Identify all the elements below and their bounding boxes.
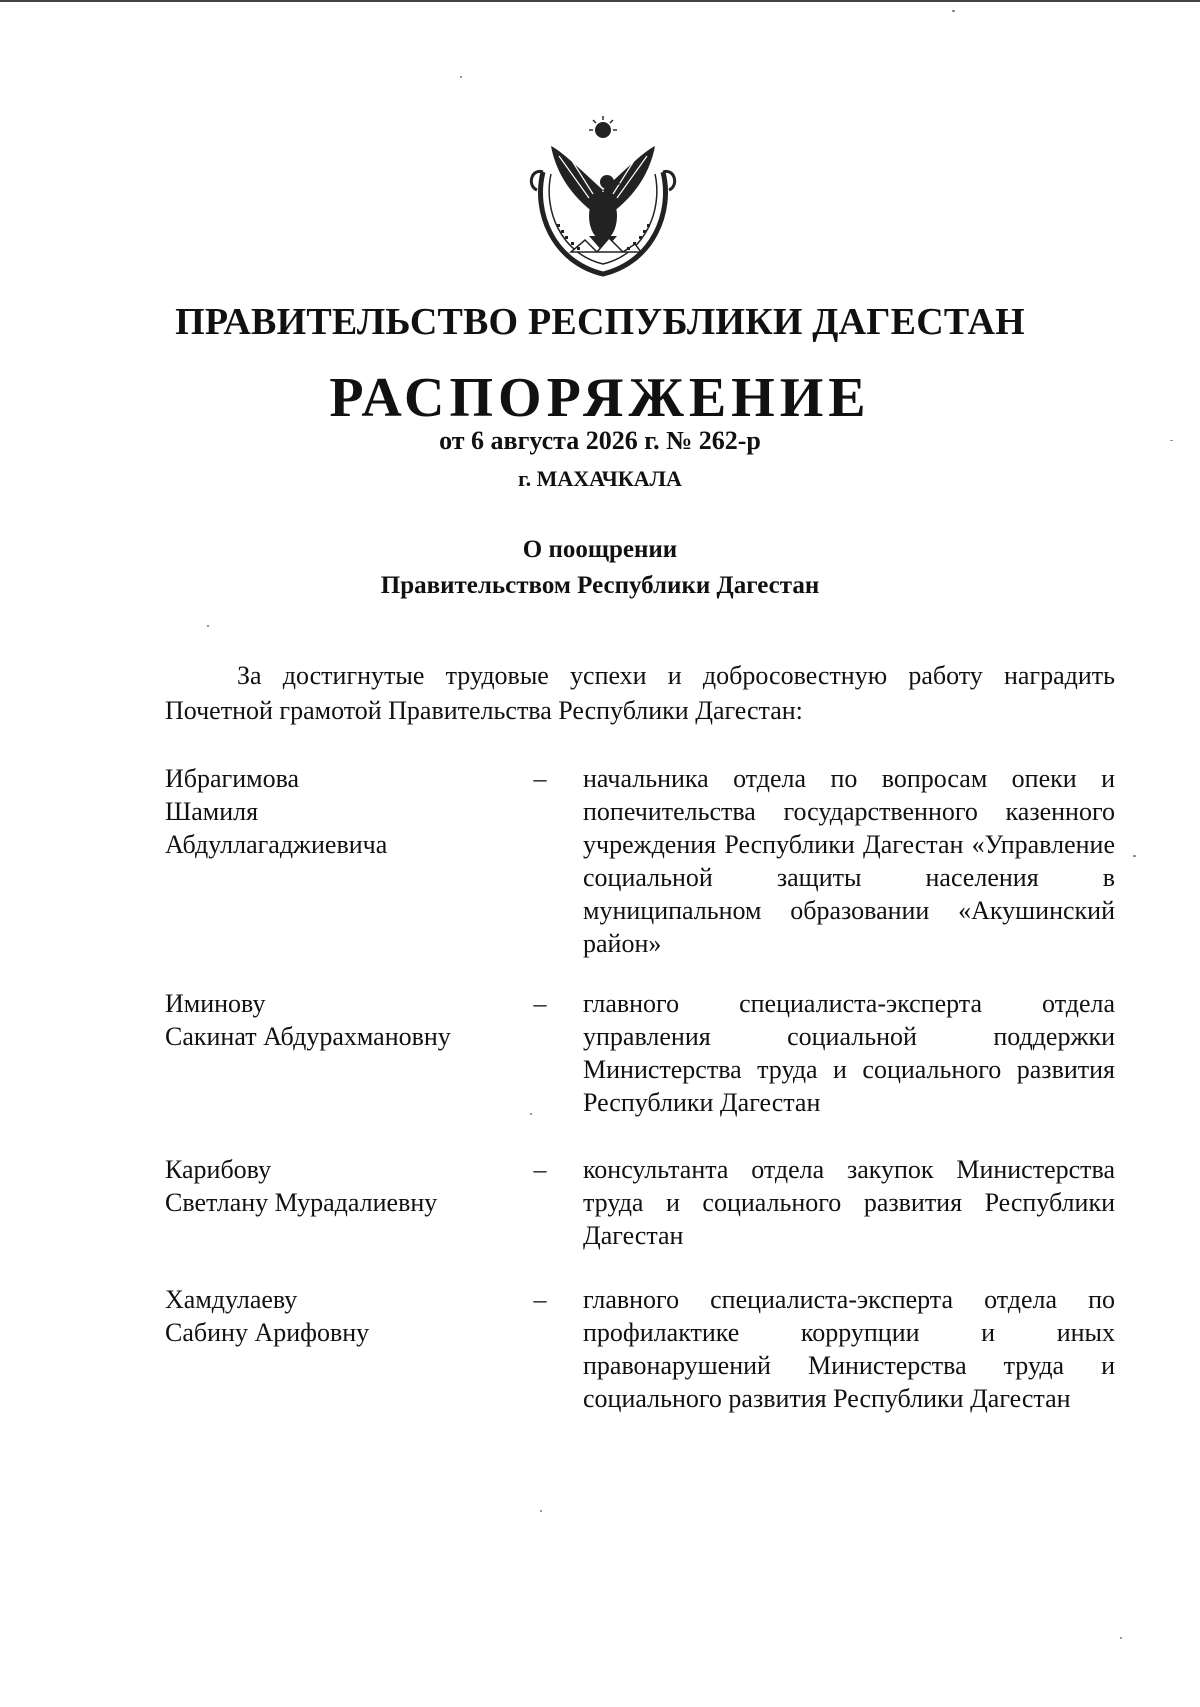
- award-recipient-position: консультанта отдела закупок Министерства труда и социального развития Республики Дагестан: [583, 1155, 1115, 1250]
- award-recipient-name: [165, 987, 525, 1053]
- scan-speck: [207, 625, 209, 627]
- dagestan-coat-of-arms-emblem: [523, 112, 683, 286]
- award-recipient-position: главного специалиста-эксперта отдела по профилактике коррупции и иных правонарушений Министерства труда и социального развития Республики Дагестан: [583, 1285, 1115, 1413]
- name-line: Сабину Арифовну: [165, 1318, 370, 1347]
- award-dash: –: [533, 989, 547, 1018]
- document-date-number: от 6 августа 2026 г. № 262-р: [439, 426, 761, 455]
- name-line: Абдуллагаджиевича: [165, 830, 388, 859]
- document-type-title: РАСПОРЯЖЕНИЕ: [329, 367, 871, 429]
- scan-speck: [460, 76, 462, 78]
- scan-speck: [530, 1113, 532, 1115]
- name-line: Хамдулаеву: [165, 1285, 298, 1314]
- government-name: ПРАВИТЕЛЬСТВО РЕСПУБЛИКИ ДАГЕСТАН: [175, 301, 1025, 343]
- award-recipient-position: начальника отдела по вопросам опеки и попечительства государственного казенного учреждения Республики Дагестан «Управление социальной защиты населения в муниципальном образовании «Акушинский район»: [583, 764, 1115, 958]
- name-line: Сакинат Абдурахмановну: [165, 1022, 451, 1051]
- scan-speck: [1120, 1637, 1122, 1639]
- document-city: г. МАХАЧКАЛА: [518, 466, 682, 491]
- award-dash: –: [533, 1285, 547, 1314]
- scan-edge-line: [0, 0, 1200, 2]
- name-line: Иминову: [165, 989, 266, 1018]
- scan-speck: [540, 1510, 542, 1512]
- name-line: Светлану Мурадалиевну: [165, 1188, 438, 1217]
- name-line: Карибову: [165, 1155, 272, 1184]
- award-recipient-name: [165, 1153, 525, 1219]
- award-recipient-position: главного специалиста-эксперта отдела управления социальной поддержки Министерства труда и социального развития Республики Дагестан: [583, 989, 1115, 1117]
- award-dash: –: [533, 1155, 547, 1184]
- name-line: Ибрагимова: [165, 764, 300, 793]
- subject-line-1: О поощрении: [522, 536, 678, 563]
- award-recipient-name: [165, 762, 525, 861]
- scan-speck: [1170, 440, 1173, 441]
- award-recipient-name: [165, 1283, 525, 1349]
- subject-line-2: Правительством Республики Дагестан: [380, 572, 820, 599]
- preamble-paragraph: За достигнутые трудовые успехи и добросовестную работу наградить Почетной грамотой Правительства Республики Дагестан:: [165, 661, 1115, 725]
- document-subject: [0, 532, 1200, 604]
- scan-speck: [952, 10, 955, 12]
- award-dash: –: [533, 764, 547, 793]
- scan-speck: [1133, 855, 1136, 857]
- name-line: Шамиля: [165, 797, 259, 826]
